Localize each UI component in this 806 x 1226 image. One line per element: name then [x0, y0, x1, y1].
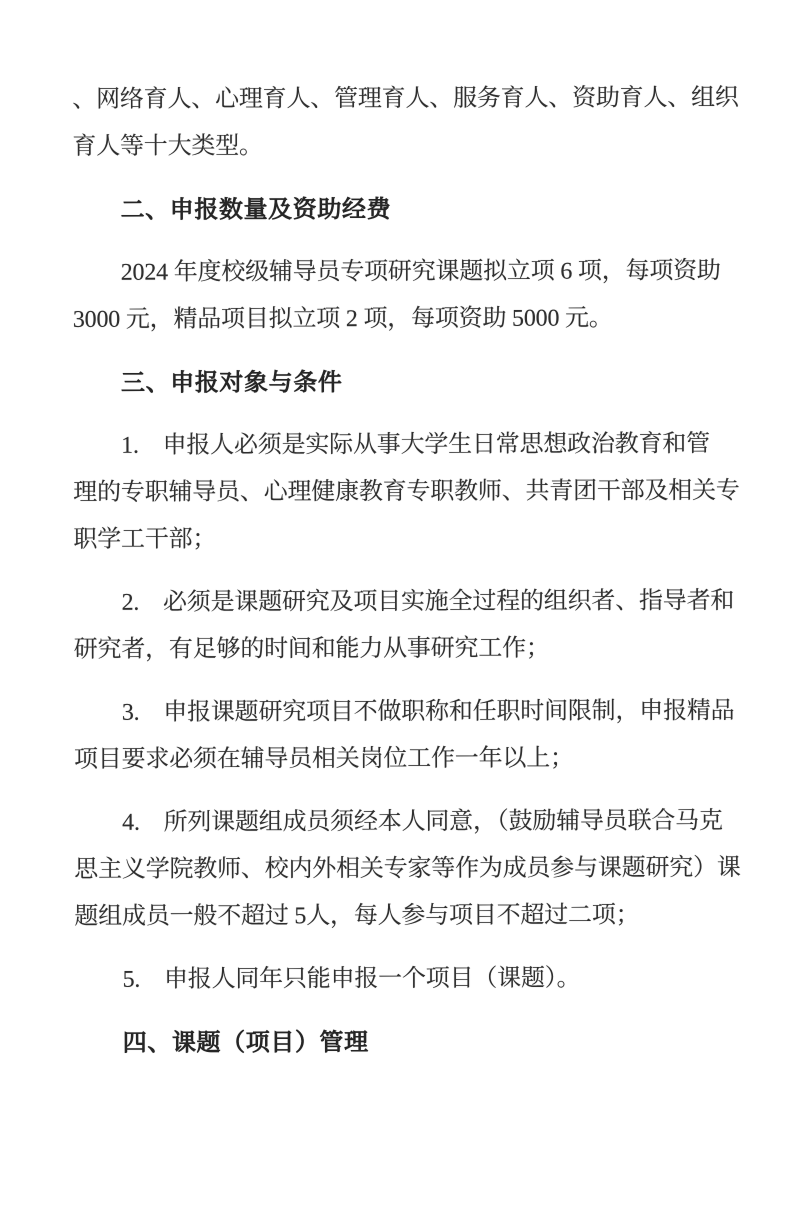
- section-3-heading: 三、申报对象与条件: [120, 369, 343, 397]
- section-4-heading: 四、课题（项目）管理: [122, 1029, 369, 1057]
- funding-paragraph: 2024 年度校级辅导员专项研究课题拟立项 6 项，每项资助 3000 元，精品项目拟立项 2 项，每项资助 5000 元。: [72, 258, 721, 333]
- condition-item-2: 2. 必须是课题研究及项目实施全过程的组织者、指导者和 研究者，有足够的时间和能力从事研究工作；: [73, 588, 735, 663]
- section-2-heading: 二、申报数量及资助经费: [120, 196, 392, 224]
- condition-item-3: 3. 申报课题研究项目不做职称和任职时间限制，申报精品 项目要求必须在辅导员相关岗位工作一年以上；: [73, 698, 735, 773]
- continuation-paragraph: 、网络育人、心理育人、管理育人、服务育人、资助育人、组织 育人等十大类型。: [72, 85, 739, 160]
- condition-item-1: 1. 申报人必须是实际从事大学生日常思想政治教育和管 理的专职辅导员、心理健康教育专职教师、共青团干部及相关专 职学工干部；: [73, 431, 740, 553]
- condition-item-5: 5. 申报人同年只能申报一个项目（课题）。: [122, 965, 581, 993]
- condition-item-4: 4. 所列课题组成员须经本人同意，（鼓励辅导员联合马克 思主义学院教师、校内外相关专家等作为成员参与课题研究）课 题组成员一般不超过 5人，每人参与项目不超过二项；: [74, 808, 741, 930]
